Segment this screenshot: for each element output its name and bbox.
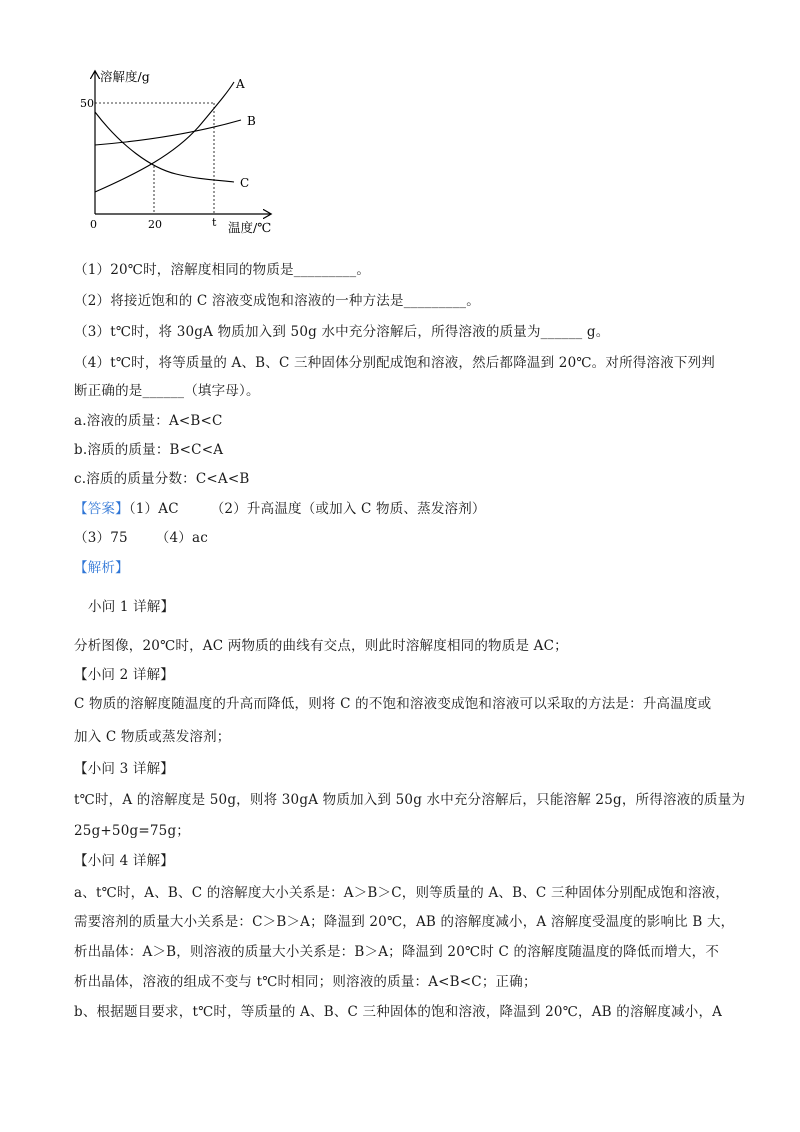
x-axis-label: 温度/℃ xyxy=(228,220,272,235)
option-c: c.溶质的质量分数：C<A<B xyxy=(74,471,250,487)
sub3-heading: 【小问 3 详解】 xyxy=(74,761,174,777)
question-4-line-2: 断正确的是______（填字母）。 xyxy=(74,383,260,399)
sub4-body-line-1: a、t℃时，A、B、C 的溶解度大小关系是：A＞B＞C，则等质量的 A、B、C 三种固体分别配成饱和溶液， xyxy=(74,885,730,901)
answer-4: （4）ac xyxy=(155,530,208,546)
curve-B xyxy=(95,120,241,145)
question-2: （2）将接近饱和的 C 溶液变成饱和溶液的一种方法是_________。 xyxy=(74,293,480,309)
y-tick-50: 50 xyxy=(80,97,94,110)
answer-3: （3）75 xyxy=(74,530,128,546)
sub2-body-line-2: 加入 C 物质或蒸发溶剂； xyxy=(74,729,231,745)
sub4-body-line-4: 析出晶体，溶液的组成不变与 t℃时相同；则溶液的质量：A<B<C；正确； xyxy=(74,974,537,990)
curve-label-A: A xyxy=(236,77,245,91)
question-1: （1）20℃时，溶解度相同的物质是_________。 xyxy=(74,262,371,278)
option-a: a.溶液的质量：A<B<C xyxy=(74,413,223,429)
sub4-heading: 【小问 4 详解】 xyxy=(74,853,174,869)
x-tick-t: t xyxy=(212,216,217,229)
analysis-tag: 【解析】 xyxy=(74,560,129,576)
answer-2: （2）升高温度（或加入 C 物质、蒸发溶剂） xyxy=(210,501,486,517)
sub3-body-line-1: t℃时，A 的溶解度是 50g，则将 30gA 物质加入到 50g 水中充分溶解后，只能溶解 25g，所得溶液的质量为 xyxy=(74,792,746,808)
question-4-line-1: （4）t℃时，将等质量的 A、B、C 三种固体分别配成饱和溶液，然后都降温到 20℃。对所得溶液下列判 xyxy=(74,355,715,371)
sub2-heading: 【小问 2 详解】 xyxy=(74,667,174,683)
curve-C xyxy=(95,112,234,182)
answer-1: （1）AC xyxy=(128,501,179,517)
y-axis-label: 溶解度/g xyxy=(100,69,150,84)
sub4-body-line-5: b、根据题目要求，t℃时，等质量的 A、B、C 三种固体的饱和溶液，降温到 20℃，AB 的溶解度减小，A xyxy=(74,1004,723,1020)
curve-label-B: B xyxy=(247,114,256,128)
sub1-heading: 小问 1 详解】 xyxy=(88,599,175,615)
solubility-graph xyxy=(76,66,286,238)
question-3: （3）t℃时，将 30gA 物质加入到 50g 水中充分溶解后，所得溶液的质量为______ g。 xyxy=(74,324,610,340)
curve-label-C: C xyxy=(240,176,250,190)
answer-line-1 xyxy=(74,499,486,519)
x-tick-0: 0 xyxy=(90,218,97,231)
sub2-body-line-1: C 物质的溶解度随温度的升高而降低，则将 C 的不饱和溶液变成饱和溶液可以采取的方法是：升高温度或 xyxy=(74,696,712,712)
sub1-body: 分析图像，20℃时，AC 两物质的曲线有交点，则此时溶解度相同的物质是 AC； xyxy=(74,638,568,654)
sub4-body-line-2: 需要溶剂的质量大小关系是：C＞B＞A；降温到 20℃，AB 的溶解度减小，A 溶解度受温度的影响比 B 大， xyxy=(74,914,735,930)
sub4-body-line-3: 析出晶体：A＞B，则溶液的质量大小关系是：B＞A；降温到 20℃时 C 的溶解度随温度的降低而增大，不 xyxy=(74,944,720,960)
x-tick-20: 20 xyxy=(148,218,162,231)
answer-line-2 xyxy=(74,528,208,548)
answer-tag: 【答案】 xyxy=(74,501,129,517)
option-b: b.溶质的质量：B<C<A xyxy=(74,442,224,458)
sub3-body-line-2: 25g+50g=75g； xyxy=(74,823,190,839)
